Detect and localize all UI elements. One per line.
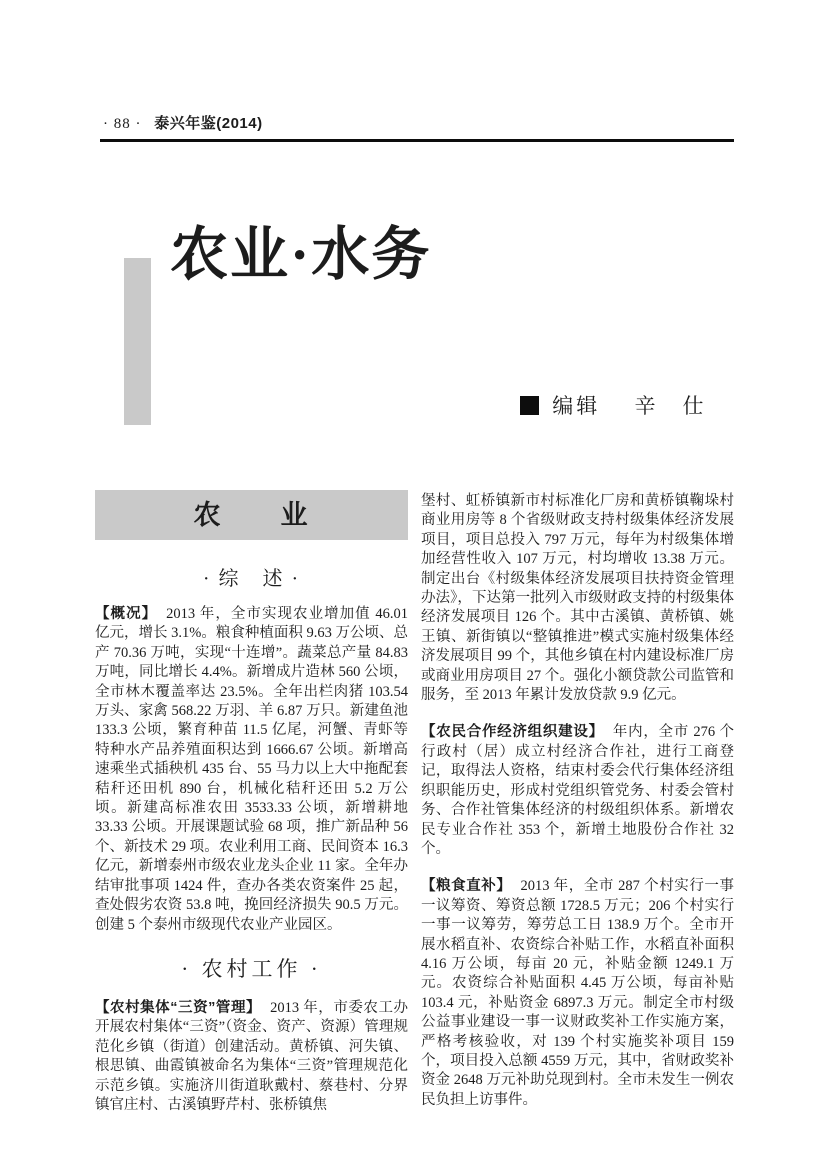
paragraph-grain-subsidy: [421, 877, 734, 1110]
book-title: 泰兴年鉴(2014): [154, 115, 263, 132]
overview-heading: · 综 述 ·: [202, 568, 301, 590]
header-rule: [100, 139, 734, 142]
rural-work-heading: · 农村工作 ·: [181, 956, 322, 981]
page-number: · 88 ·: [103, 116, 142, 132]
paragraph-three-funds-text: 2013 年，市委农工办开展农村集体“三资”（资金、资产、资源）管理规范化乡镇（街道）创建活动。黄桥镇、河失镇、根思镇、曲霞镇被命名为集体“三资”管理规范化示范乡镇。实施济川街道耿戴村、蔡巷村、分界镇官庄村、古溪镇野芹村、张桥镇焦: [95, 999, 409, 1113]
black-square-icon: [520, 396, 539, 415]
paragraph-overview-text: 2013 年，全市实现农业增加值 46.01 亿元，增长 3.1%。粮食种植面积 9.63 万公顷、总产 70.36 万吨，实现“十连增”。蔬菜总产量 84.83 万吨，同比增长 4.4%。新增成片造林 560 公顷，全市林木覆盖率达 23.5%。全年出栏肉猪 103.54 万头、家禽 568.22 万羽、羊 6.87 万只。新建鱼池 133.3 公顷，繁育种苗 11.5 亿尾，河蟹、青虾等特种水产品养殖面积达到 1666.67 公顷。新增高速乘坐式插秧机 435 台、55 马力以上大中拖配套秸秆还田机 890 台，机械化秸秆还田 5.2 万公顷。新建高标准农田 3533.33 公顷，新增耕地 33.33 公顷。开展课题试验 68 项，推广新品种 56 个、新技术 29 项。农业利用工商、民间资本 16.3 亿元，新增泰州市级农业龙头企业 11 家。全年办结审批事项 1424 件，查办各类农资案件 25 起，查处假劣农资 53.8 吨，挽回经济损失 90.5 万元。创建 5 个泰州市级现代农业产业园区。: [95, 606, 409, 933]
section-title: 农 业: [193, 500, 310, 530]
chapter-title: 农业·水务: [170, 222, 432, 287]
editor-label: 编辑: [552, 394, 601, 418]
paragraph-continuation-text: 堡村、虹桥镇新市村标准化厂房和黄桥镇鞠垛村商业用房等 8 个省级财政支持村级集体经济发展项目，项目总投入 797 万元，每年为村级集体增加经营性收入 107 万元，村均增收 13.38 万元。制定出台《村级集体经济发展项目扶持资金管理办法》，下达第一批列入市级财政支持的村级集体经济发展项目 126 个。其中古溪镇、黄桥镇、姚王镇、新街镇以“整镇推进”模式实施村级集体经济发展项目 99 个，其他乡镇在村内建设标准厂房或商业用房项目 27 个。强化小额贷款公司监管和服务，至 2013 年累计发放贷款 9.9 亿元。: [421, 493, 734, 704]
paragraph-three-funds-label: 【农村集体“三资”管理】: [95, 999, 262, 1016]
paragraph-grain-subsidy-text: 2013 年，全市 287 个村实行一事一议筹资、筹资总额 1728.5 万元；206 个村实行一事一议筹劳，筹劳总工日 138.9 万个。全市开展水稻直补、农资综合补贴工作，水稻直补面积 4.16 万公顷，每亩 20 元，补贴金额 1249.1 万元。农资综合补贴面积 4.45 万公顷，每亩补贴 103.4 元，补贴资金 6897.3 万元。制定全市村级公益事业建设一事一议财政奖补工作实施方案，严格考核验收，对 139 个村实施奖补项目 159 个，项目投入总额 4559 万元，其中，省财政奖补资金 2648 万元补助兑现到村。全市未发生一例农民负担上访事件。: [421, 878, 735, 1108]
chapter-accent-bar: [124, 258, 151, 425]
running-head: [103, 112, 263, 133]
paragraph-cooperative-text: 年内，全市 276 个行政村（居）成立村经济合作社，进行工商登记，取得法人资格，结束村委会代行集体经济组织职能历史，形成村党组织管党务、村委会管村务、合作社管集体经济的村级组织体系。新增农民专业合作社 353 个，新增土地股份合作社 32 个。: [421, 724, 735, 857]
left-column: [95, 490, 408, 1133]
paragraph-cooperative-label: 【农民合作经济组织建设】: [421, 724, 604, 741]
editor-line: [520, 390, 707, 420]
paragraph-overview-label: 【概况】: [95, 606, 158, 622]
paragraph-three-funds-management: [95, 999, 408, 1115]
paragraph-grain-subsidy-label: 【粮食直补】: [421, 878, 512, 895]
paragraph-overview: [95, 605, 408, 935]
paragraph-continuation: [421, 492, 734, 705]
paragraph-cooperative-organizations: [421, 723, 734, 859]
right-column: [421, 490, 734, 1128]
editor-name: 辛 仕: [634, 394, 707, 418]
section-header-agriculture: [95, 490, 408, 540]
